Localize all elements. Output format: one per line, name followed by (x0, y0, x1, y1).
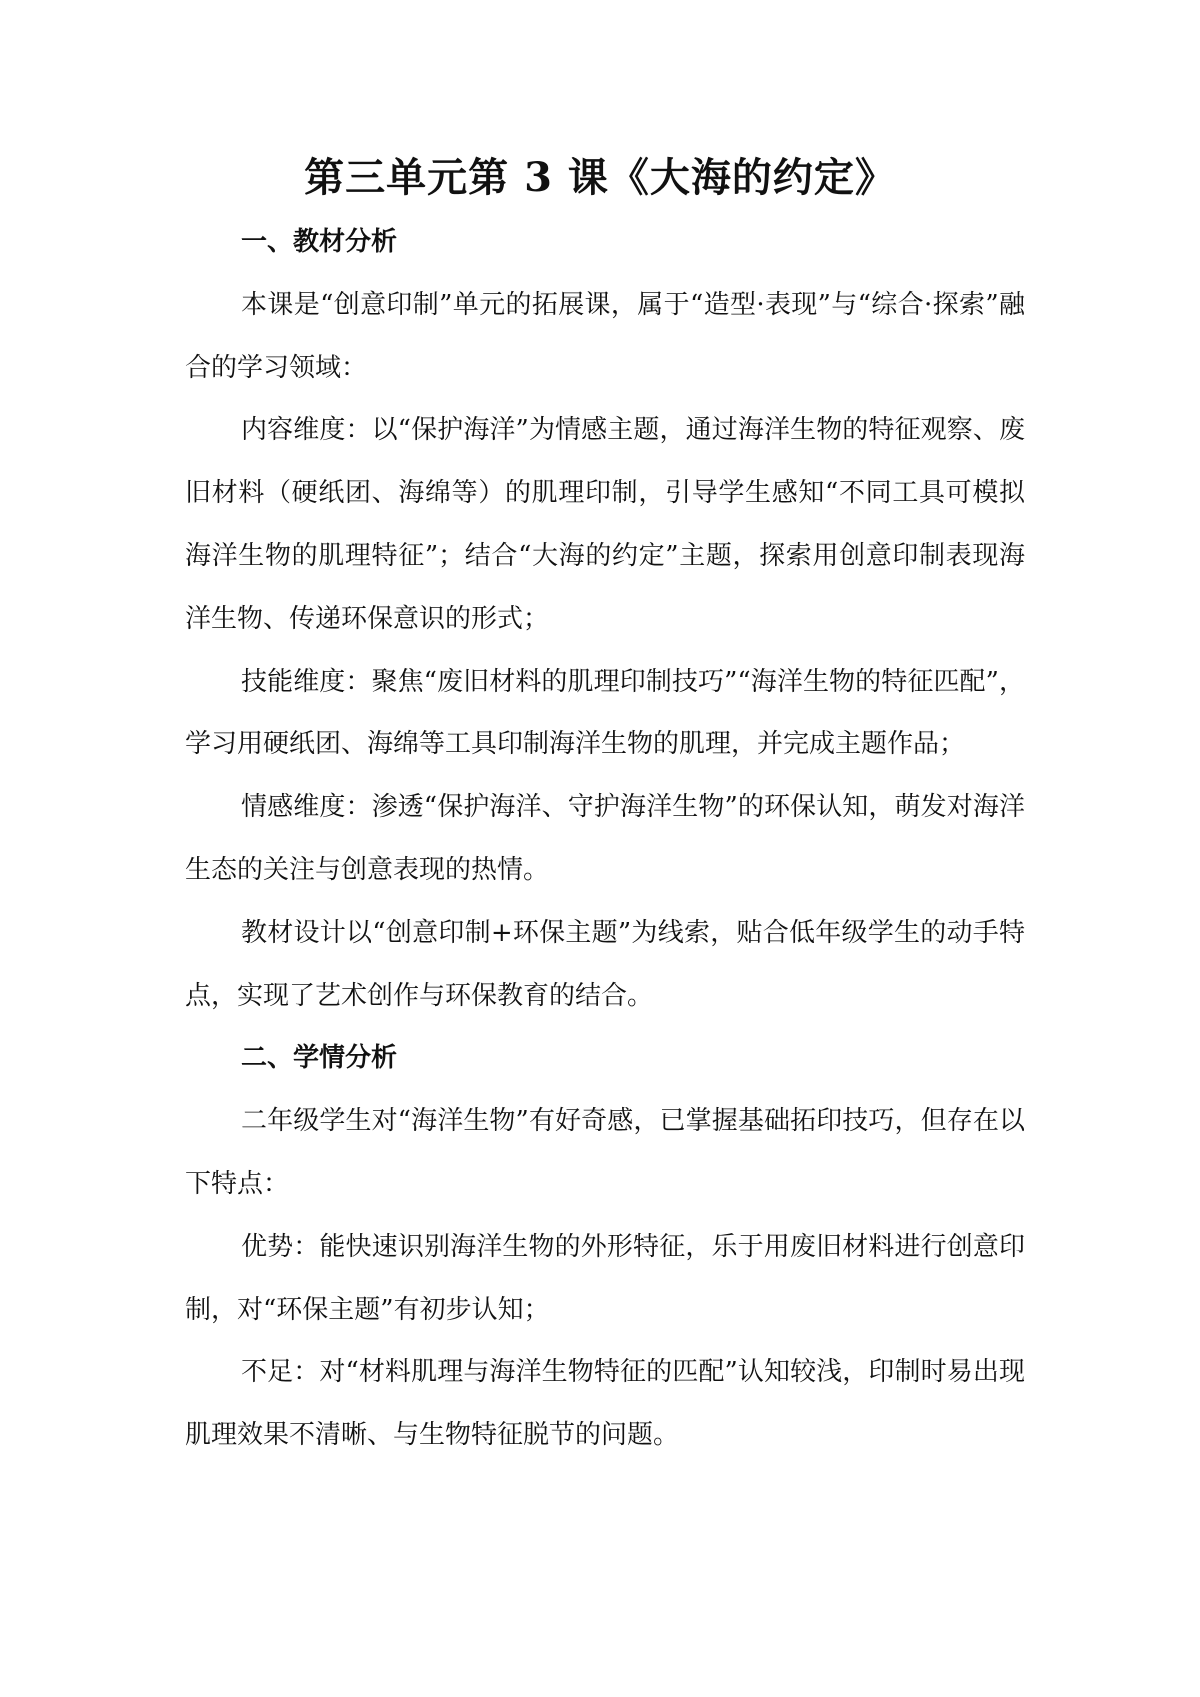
paragraph: 二年级学生对“海洋生物”有好奇感，已掌握基础拓印技巧，但存在以下特点： (185, 1106, 1025, 1199)
section-textbook-analysis (185, 211, 1025, 1027)
paragraph: 情感维度：渗透“保护海洋、守护海洋生物”的环保认知，萌发对海洋生态的关注与创意表现的热情。 (185, 792, 1025, 885)
paragraph: 教材设计以“创意印制+环保主题”为线索，贴合低年级学生的动手特点，实现了艺术创作与环保教育的结合。 (185, 917, 1025, 1011)
document-body (185, 211, 1025, 1467)
paragraph: 优势：能快速识别海洋生物的外形特征，乐于用废旧材料进行创意印制，对“环保主题”有初步认知； (185, 1231, 1025, 1325)
section-learner-analysis (185, 1027, 1025, 1467)
paragraph: 技能维度：聚焦“废旧材料的肌理印制技巧”“海洋生物的特征匹配”，学习用硬纸团、海绵等工具印制海洋生物的肌理，并完成主题作品； (185, 666, 1025, 760)
section-heading: 二、学情分析 (241, 1043, 398, 1074)
paragraph: 本课是“创意印制”单元的拓展课，属于“造型·表现”与“综合·探索”融合的学习领域： (185, 289, 1025, 383)
paragraph: 不足：对“材料肌理与海洋生物特征的匹配”认知较浅，印制时易出现肌理效果不清晰、与生物特征脱节的问题。 (185, 1357, 1025, 1451)
section-heading: 一、教材分析 (241, 227, 398, 257)
paragraph: 内容维度：以“保护海洋”为情感主题，通过海洋生物的特征观察、废旧材料（硬纸团、海绵等）的肌理印制，引导学生感知“不同工具可模拟海洋生物的肌理特征”；结合“大海的约定”主题，探索用创意印制表现海洋生物、传递环保意识的形式； (185, 415, 1025, 634)
document-title: 第三单元第 3 课《大海的约定》 (304, 154, 896, 201)
